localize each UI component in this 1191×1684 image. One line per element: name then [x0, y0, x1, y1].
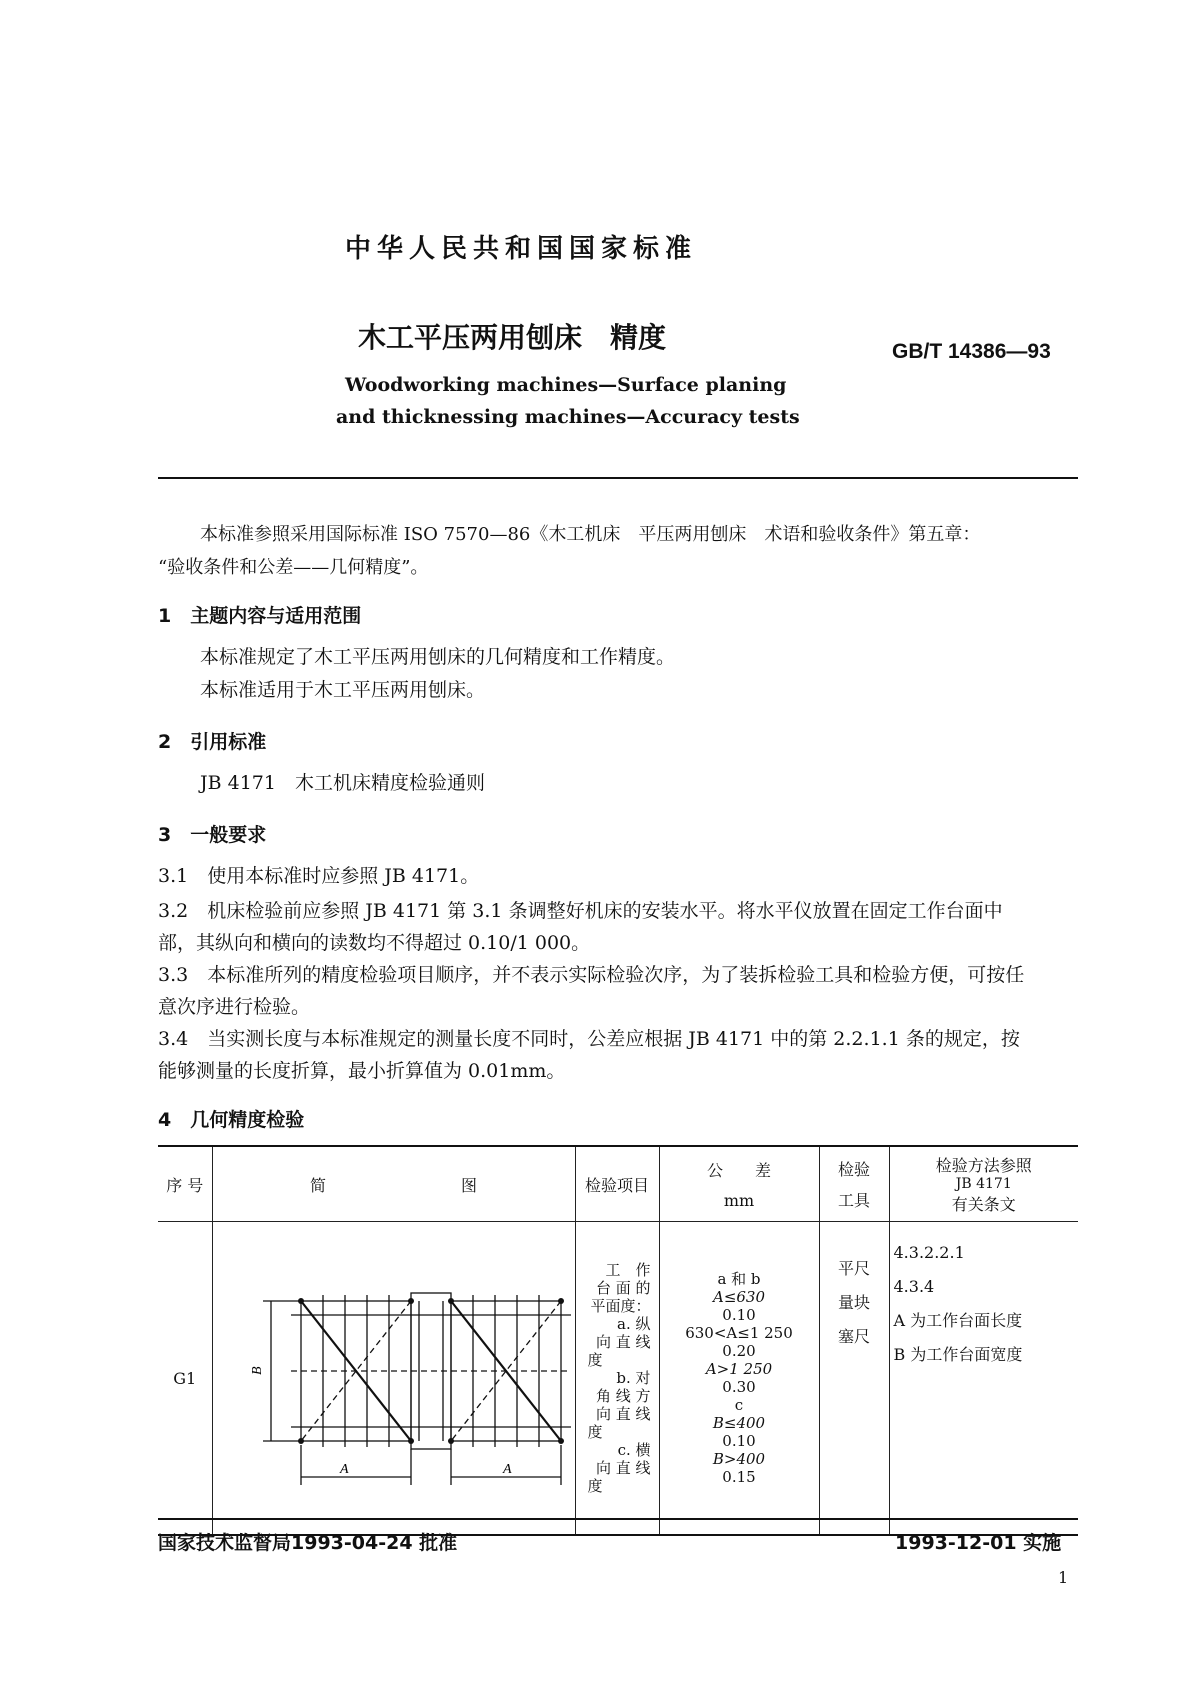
- clause-3-4-line1: 3.4 当实测长度与本标准规定的测量长度不同时，公差应根据 JB 4171 中的第 2.2.1.1 条的规定，按: [158, 1028, 1020, 1050]
- corner-point: [408, 1298, 414, 1304]
- section-1-heading: 1 主题内容与适用范围: [158, 605, 362, 627]
- method-lines: [890, 1236, 1079, 1372]
- header-method: [889, 1146, 1078, 1222]
- test-item-line: 向 直 线: [595, 1405, 651, 1423]
- row-tools: [819, 1222, 889, 1536]
- tool-line: 平尺: [837, 1259, 870, 1278]
- tool-line: 塞尺: [837, 1327, 870, 1346]
- test-item-line: 台 面 的: [595, 1279, 651, 1297]
- table-row: [158, 1222, 1078, 1536]
- tolerance-line: 0.10: [722, 1432, 756, 1450]
- test-item-line: 平面度：: [590, 1297, 651, 1315]
- table-header-row: [158, 1146, 1078, 1222]
- tolerance-lines: [660, 1270, 819, 1486]
- header-tolerance-unit: mm: [723, 1191, 755, 1210]
- clause-3-2-line2: 部，其纵向和横向的读数均不得超过 0.10/1 000。: [158, 932, 591, 954]
- header-tool-line2: 工具: [837, 1191, 870, 1210]
- corner-point: [558, 1438, 564, 1444]
- section-3-heading: 3 一般要求: [158, 824, 267, 846]
- footer-divider: [158, 1518, 1078, 1520]
- test-item-lines: [576, 1261, 651, 1495]
- method-line: A 为工作台面长度: [893, 1311, 1023, 1330]
- test-item-line: c. 横: [617, 1441, 651, 1459]
- corner-point: [448, 1298, 454, 1304]
- english-title-line2: and thicknessing machines—Accuracy tests: [336, 406, 800, 428]
- test-item-line: 向 直 线: [595, 1459, 651, 1477]
- header-seq: 序 号: [158, 1146, 212, 1222]
- section-1-paragraph-1: 本标准规定了木工平压两用刨床的几何精度和工作精度。: [200, 646, 676, 668]
- tolerance-line: B>400: [712, 1450, 766, 1468]
- clause-3-4-line2: 能够测量的长度折算，最小折算值为 0.01mm。: [158, 1060, 566, 1082]
- tolerance-line: 0.15: [722, 1468, 756, 1486]
- header-tool: [819, 1146, 889, 1222]
- tolerance-line: c: [734, 1396, 744, 1414]
- header-diagram-char-a: 简: [309, 1175, 326, 1195]
- dim-label-a-left: A: [339, 1462, 349, 1477]
- header-tolerance: [659, 1146, 819, 1222]
- method-line: B 为工作台面宽度: [893, 1345, 1023, 1364]
- tool-line: 量块: [837, 1293, 870, 1312]
- test-item-line: 度: [587, 1477, 603, 1495]
- test-item-line: b. 对: [616, 1369, 651, 1387]
- header-tolerance-label: 公 差: [706, 1161, 771, 1180]
- clause-3-2-line1: 3.2 机床检验前应参照 JB 4171 第 3.1 条调整好机床的安装水平。将水平仪放置在固定工作台面中: [158, 900, 1003, 922]
- document-title: 木工平压两用刨床 精度: [358, 321, 667, 354]
- page-number: 1: [1058, 1568, 1069, 1587]
- tolerance-line: A>1 250: [705, 1360, 773, 1378]
- row-test-item: [575, 1222, 659, 1536]
- dim-label-a-right: A: [502, 1462, 512, 1477]
- corner-point: [448, 1438, 454, 1444]
- header-method-line2: JB 4171: [955, 1176, 1012, 1192]
- header-diagram: [212, 1146, 575, 1222]
- effective-date: 1993-12-01 实施: [895, 1532, 1062, 1554]
- approval-info: 国家技术监督局1993-04-24 批准: [158, 1532, 458, 1554]
- standard-code: GB/T 14386—93: [892, 340, 1051, 363]
- section-4-heading: 4 几何精度检验: [158, 1109, 305, 1131]
- row-method: [889, 1222, 1078, 1536]
- english-title-line1: Woodworking machines—Surface planing: [345, 374, 787, 396]
- intro-line2: “验收条件和公差——几何精度”。: [158, 557, 429, 578]
- test-item-line: 工 作: [605, 1261, 651, 1279]
- section-1-paragraph-2: 本标准适用于木工平压两用刨床。: [200, 679, 486, 701]
- corner-point: [558, 1298, 564, 1304]
- tolerance-line: 0.20: [722, 1342, 756, 1360]
- row-tolerance: [659, 1222, 819, 1536]
- test-item-line: 角 线 方: [595, 1387, 651, 1405]
- header-divider: [158, 477, 1078, 479]
- tolerance-line: 0.30: [722, 1378, 756, 1396]
- test-item-line: 度: [587, 1423, 603, 1441]
- worktable-flatness-diagram: [213, 1235, 576, 1517]
- test-item-line: 向 直 线: [595, 1333, 651, 1351]
- dim-label-b: B: [249, 1366, 265, 1375]
- accuracy-test-table: [158, 1145, 1078, 1536]
- national-standard-title: 中华人民共和国国家标准: [345, 234, 698, 264]
- test-item-line: 度: [587, 1351, 603, 1369]
- method-line: 4.3.2.2.1: [893, 1243, 965, 1262]
- row-seq: G1: [158, 1222, 212, 1536]
- section-2-heading: 2 引用标准: [158, 731, 267, 753]
- header-diagram-char-b: 图: [461, 1175, 478, 1195]
- header-method-line1: 检验方法参照: [935, 1156, 1032, 1175]
- tolerance-line: A≤630: [712, 1288, 766, 1306]
- tolerance-line: 0.10: [722, 1306, 756, 1324]
- header-test-item: 检验项目: [575, 1146, 659, 1222]
- tolerance-line: 630<A≤1 250: [685, 1324, 793, 1342]
- test-item-line: a. 纵: [617, 1315, 651, 1333]
- tolerance-line: B≤400: [712, 1414, 766, 1432]
- corner-point: [408, 1438, 414, 1444]
- tolerance-line: a 和 b: [717, 1270, 761, 1288]
- clause-3-1: 3.1 使用本标准时应参照 JB 4171。: [158, 865, 480, 887]
- corner-point: [298, 1298, 304, 1304]
- header-method-line3: 有关条文: [951, 1195, 1016, 1214]
- clause-3-3-line2: 意次序进行检验。: [158, 996, 311, 1018]
- clause-3-3-line1: 3.3 本标准所列的精度检验项目顺序，并不表示实际检验次序，为了装拆检验工具和检验方便，可按任: [158, 964, 1025, 986]
- header-tool-line1: 检验: [837, 1160, 870, 1179]
- method-line: 4.3.4: [893, 1277, 935, 1296]
- corner-point: [298, 1438, 304, 1444]
- intro-line1: 本标准参照采用国际标准 ISO 7570—86《木工机床 平压两用刨床 术语和验收条件》第五章：: [200, 524, 981, 545]
- section-2-reference: JB 4171 木工机床精度检验通则: [200, 772, 485, 794]
- row-diagram: [212, 1222, 575, 1536]
